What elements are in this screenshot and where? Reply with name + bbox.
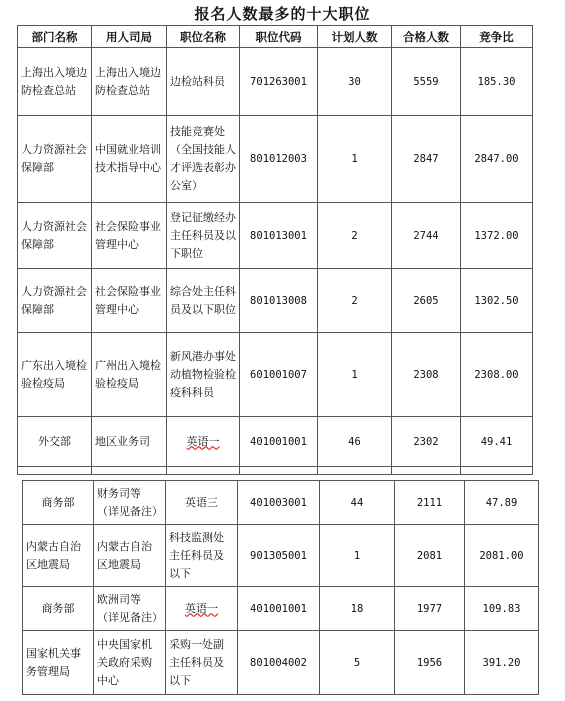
cell-ratio: 47.89 <box>465 481 539 525</box>
cell-ratio: 49.41 <box>461 417 533 467</box>
cell-ratio: 2847.00 <box>461 116 533 203</box>
cell-bureau: 内蒙古自治区地震局 <box>94 525 166 587</box>
cell-position: 英语三 <box>166 481 238 525</box>
cell-qualified: 2302 <box>392 417 461 467</box>
cell-bureau: 社会保险事业管理中心 <box>92 269 167 333</box>
header-position: 职位名称 <box>167 26 240 48</box>
cell-bureau: 上海出入境边防检查总站 <box>92 48 167 116</box>
cell-plan: 5 <box>320 631 395 695</box>
cell-dept: 国家机关事务管理局 <box>23 631 94 695</box>
header-plan: 计划人数 <box>318 26 392 48</box>
cell-dept: 内蒙古自治区地震局 <box>23 525 94 587</box>
header-code: 职位代码 <box>240 26 318 48</box>
cell-position <box>166 587 238 631</box>
cell-plan: 30 <box>318 48 392 116</box>
cell-qualified: 1956 <box>395 631 465 695</box>
table-row-cut <box>18 467 533 475</box>
cell-code: 801013008 <box>240 269 318 333</box>
table-row <box>18 48 533 116</box>
cell-ratio: 1372.00 <box>461 203 533 269</box>
cell-bureau: 广州出入境检验检疫局 <box>92 333 167 417</box>
cell-qualified: 2308 <box>392 333 461 417</box>
cell-ratio: 391.20 <box>465 631 539 695</box>
cell-position: 新风港办事处动植物检验检疫科科员 <box>167 333 240 417</box>
cell-plan: 46 <box>318 417 392 467</box>
table-row <box>18 333 533 417</box>
cell-code: 901305001 <box>238 525 320 587</box>
cell-position: 登记征缴经办主任科员及以下职位 <box>167 203 240 269</box>
cell-dept: 外交部 <box>18 417 92 467</box>
cell-plan: 1 <box>318 333 392 417</box>
cell-qualified: 1977 <box>395 587 465 631</box>
cell-position: 综合处主任科员及以下职位 <box>167 269 240 333</box>
cell-plan: 1 <box>320 525 395 587</box>
cell-bureau: 中国就业培训技术指导中心 <box>92 116 167 203</box>
cell-bureau: 社会保险事业管理中心 <box>92 203 167 269</box>
cell-position <box>167 417 240 467</box>
cell-plan: 1 <box>318 116 392 203</box>
cell-dept: 人力资源社会保障部 <box>18 203 92 269</box>
cell-bureau: 欧洲司等（详见备注） <box>94 587 166 631</box>
cell-qualified: 2847 <box>392 116 461 203</box>
cell-plan: 2 <box>318 269 392 333</box>
cell-code: 401001001 <box>240 417 318 467</box>
cell-qualified: 2081 <box>395 525 465 587</box>
table-row <box>18 203 533 269</box>
cell-code: 701263001 <box>240 48 318 116</box>
header-row <box>18 26 533 48</box>
table-row <box>18 417 533 467</box>
cell-bureau: 财务司等（详见备注） <box>94 481 166 525</box>
cell-plan: 2 <box>318 203 392 269</box>
page-title: 报名人数最多的十大职位 <box>194 5 371 23</box>
cell-dept: 人力资源社会保障部 <box>18 269 92 333</box>
cell-qualified: 2605 <box>392 269 461 333</box>
cell-bureau: 中央国家机关政府采购中心 <box>94 631 166 695</box>
header-ratio: 竞争比 <box>461 26 533 48</box>
cell-dept: 广东出入境检验检疫局 <box>18 333 92 417</box>
table-row <box>18 116 533 203</box>
cell-position: 采购一处副主任科员及以下 <box>166 631 238 695</box>
header-dept: 部门名称 <box>18 26 92 48</box>
cell-dept: 商务部 <box>23 587 94 631</box>
table-row <box>18 269 533 333</box>
cell-plan: 18 <box>320 587 395 631</box>
cell-code: 801012003 <box>240 116 318 203</box>
cell-ratio: 109.83 <box>465 587 539 631</box>
cell-dept: 上海出入境边防检查总站 <box>18 48 92 116</box>
cell-ratio: 185.30 <box>461 48 533 116</box>
cell-position: 技能竞赛处（全国技能人才评选表彰办公室） <box>167 116 240 203</box>
cell-qualified: 5559 <box>392 48 461 116</box>
cell-dept: 商务部 <box>23 481 94 525</box>
table-row <box>23 481 539 525</box>
cell-code: 601001007 <box>240 333 318 417</box>
cell-qualified: 2744 <box>392 203 461 269</box>
cell-ratio: 2308.00 <box>461 333 533 417</box>
cell-dept: 人力资源社会保障部 <box>18 116 92 203</box>
cell-code: 801013001 <box>240 203 318 269</box>
table-row <box>23 631 539 695</box>
cell-ratio: 1302.50 <box>461 269 533 333</box>
positions-table-part-1 <box>17 25 533 475</box>
cell-position: 边检站科员 <box>167 48 240 116</box>
cell-ratio: 2081.00 <box>465 525 539 587</box>
cell-position-text: 英语一 <box>186 434 220 448</box>
cell-position: 科技监测处主任科员及以下 <box>166 525 238 587</box>
table-row <box>23 525 539 587</box>
cell-qualified: 2111 <box>395 481 465 525</box>
header-qualified: 合格人数 <box>392 26 461 48</box>
positions-table-part-2 <box>22 480 539 695</box>
cell-code: 401003001 <box>238 481 320 525</box>
cell-code: 401001001 <box>238 587 320 631</box>
cell-plan: 44 <box>320 481 395 525</box>
cell-code: 801004002 <box>238 631 320 695</box>
header-bureau: 用人司局 <box>92 26 167 48</box>
cell-bureau: 地区业务司 <box>92 417 167 467</box>
cell-position-text: 英语一 <box>185 601 218 615</box>
table-row <box>23 587 539 631</box>
